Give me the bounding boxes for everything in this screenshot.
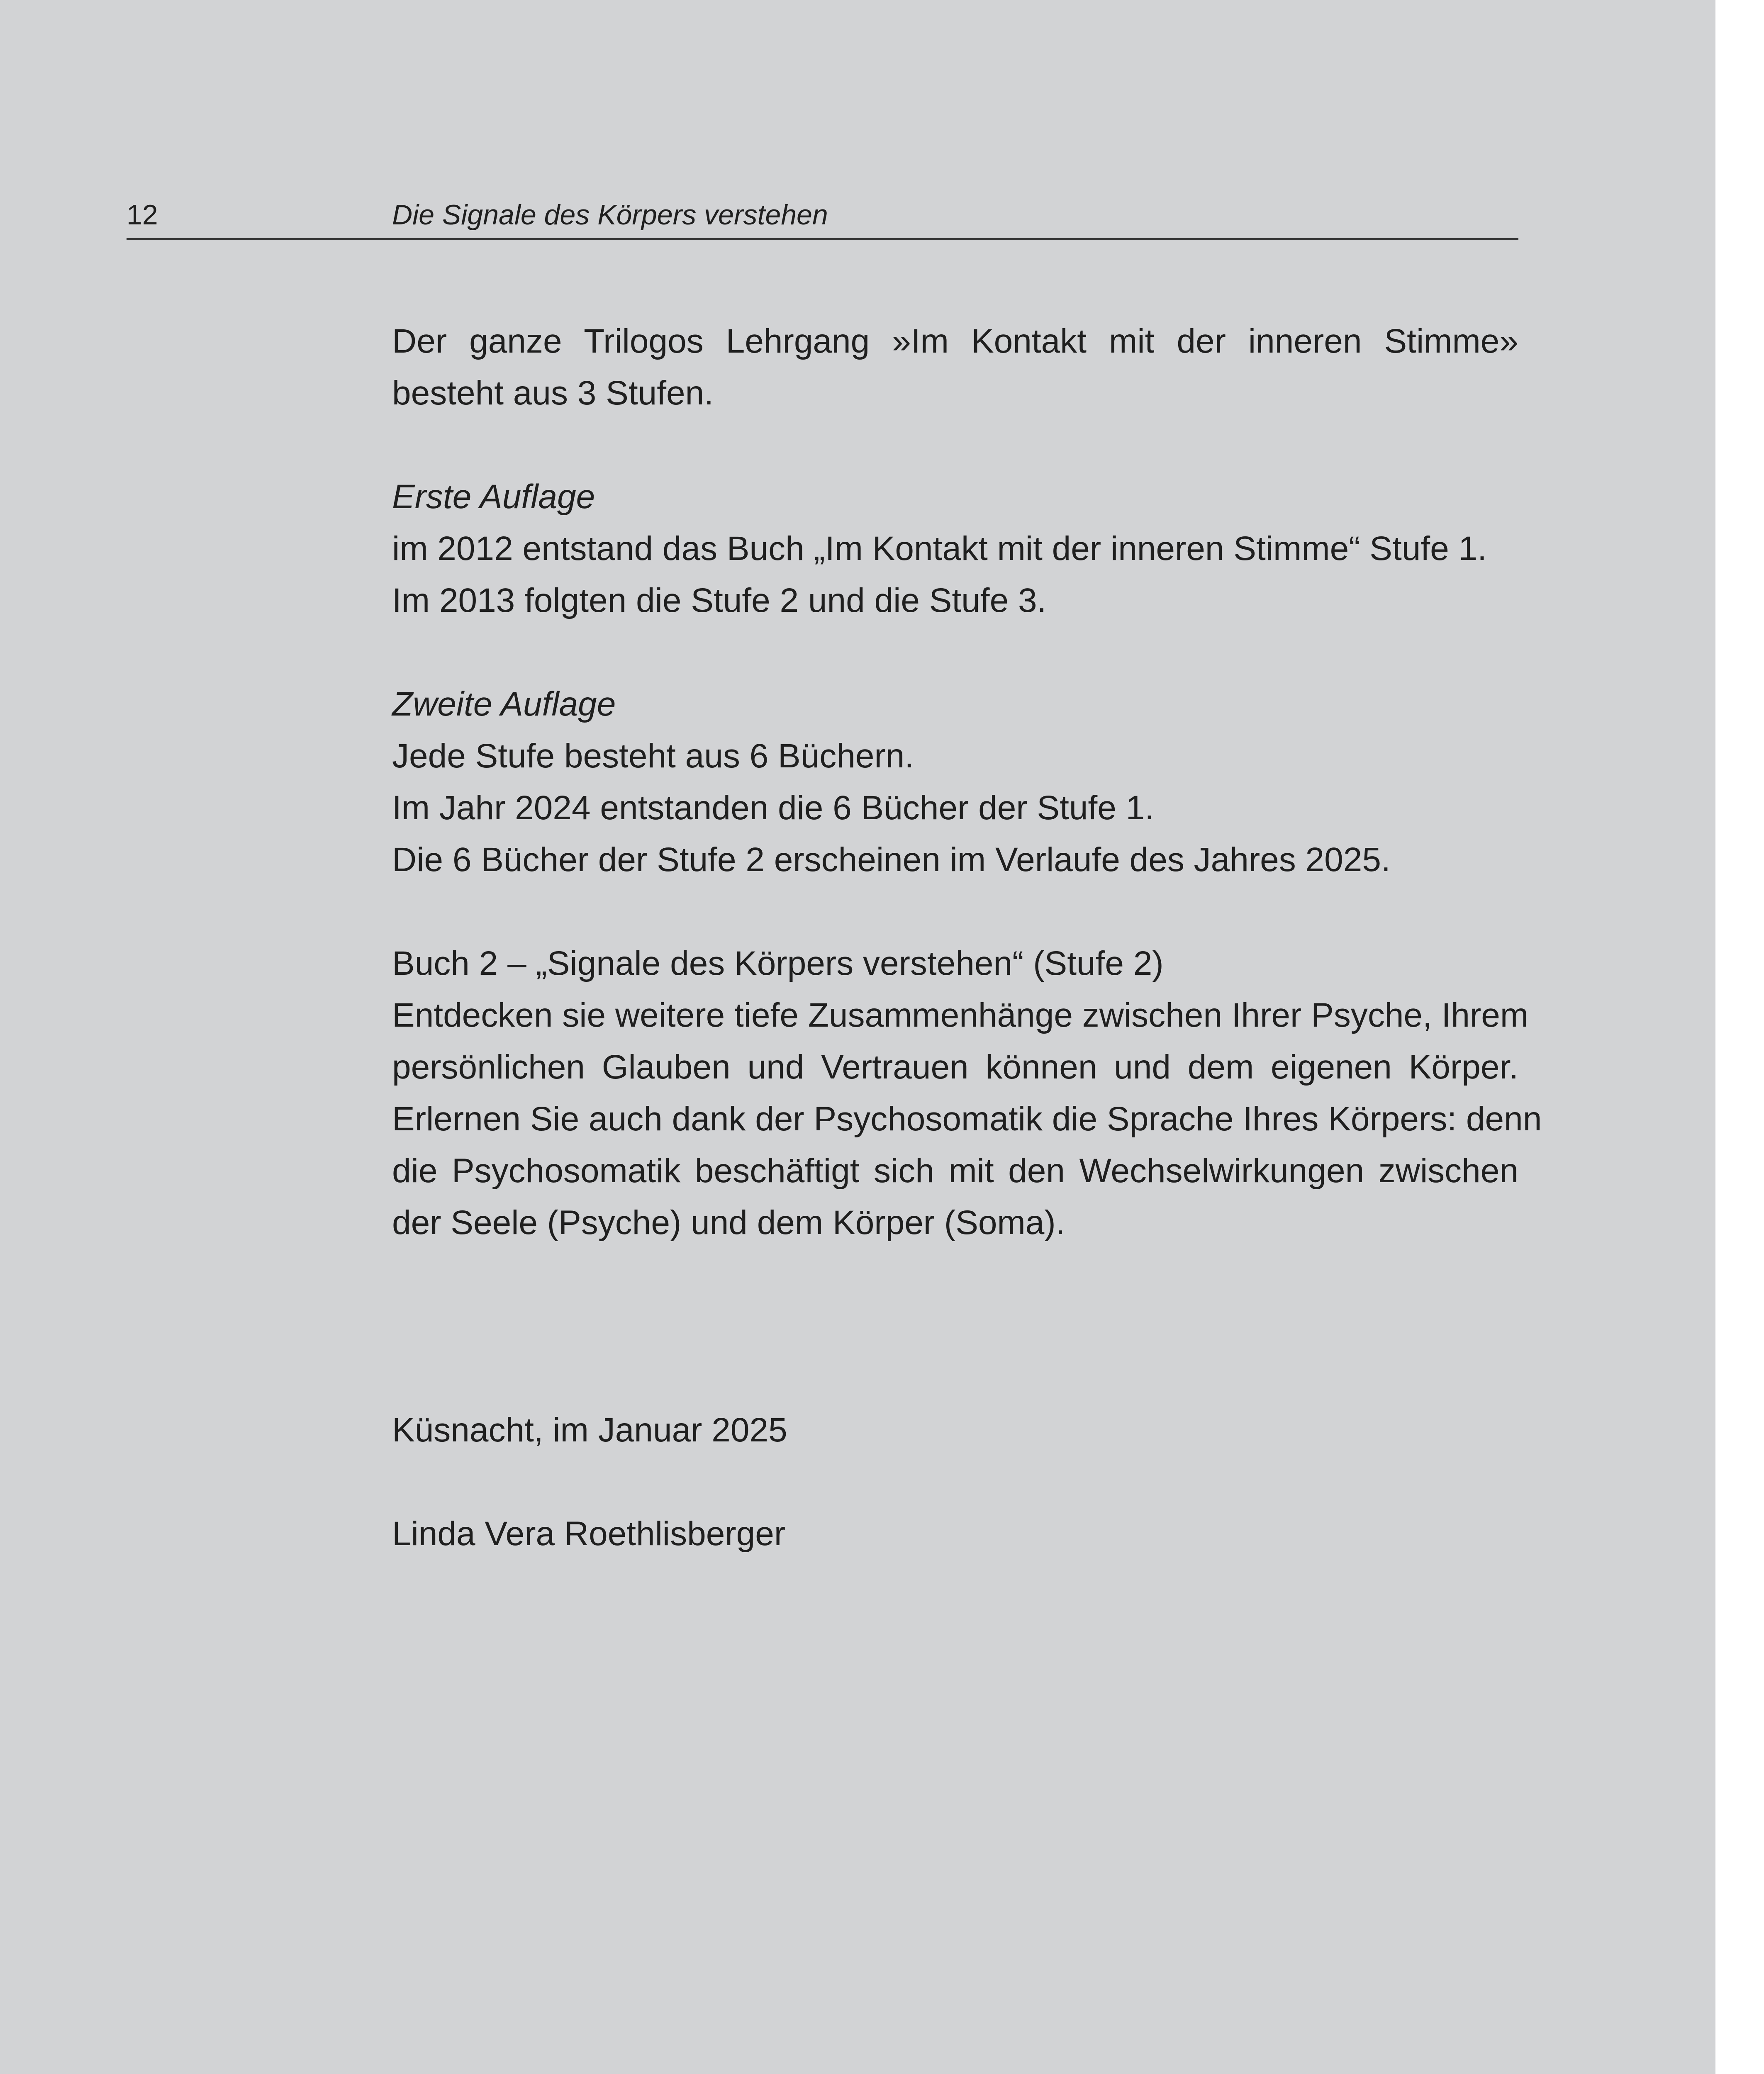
book2-line: persönlichen Glauben und Vertrauen können und dem eigenen Körper. (392, 1048, 1518, 1086)
first-edition-paragraph (392, 471, 1518, 626)
running-title: Die Signale des Körpers verstehen (392, 199, 828, 231)
place-date: Küsnacht, im Januar 2025 (392, 1411, 787, 1449)
first-edition-heading: Erste Auflage (392, 478, 595, 516)
intro-line: besteht aus 3 Stufen. (392, 374, 714, 412)
second-edition-line: Jede Stufe besteht aus 6 Büchern. (392, 737, 914, 775)
second-edition-line: Die 6 Bücher der Stufe 2 erscheinen im Verlaufe des Jahres 2025. (392, 841, 1391, 879)
book2-heading: Buch 2 – „Signale des Körpers verstehen“ (Stufe 2) (392, 944, 1164, 982)
second-edition-line: Im Jahr 2024 entstanden die 6 Bücher der Stufe 1. (392, 789, 1155, 827)
author-signature: Linda Vera Roethlisberger (392, 1515, 786, 1553)
book2-paragraph (392, 937, 1542, 1249)
first-edition-line: im 2012 entstand das Buch „Im Kontakt mit der inneren Stimme“ Stufe 1. (392, 530, 1487, 567)
body-text (392, 315, 1542, 1249)
page-number: 12 (127, 199, 158, 231)
running-header (127, 194, 1518, 240)
intro-line: Der ganze Trilogos Lehrgang »Im Kontakt mit der inneren Stimme» (392, 322, 1518, 360)
book2-line: die Psychosomatik beschäftigt sich mit den Wechselwirkungen zwischen (392, 1152, 1518, 1190)
book2-line: Erlernen Sie auch dank der Psychosomatik die Sprache Ihres Körpers: denn (392, 1100, 1542, 1138)
second-edition-paragraph (392, 678, 1518, 886)
book2-line: Entdecken sie weitere tiefe Zusammenhänge zwischen Ihrer Psyche, Ihrem (392, 996, 1529, 1034)
first-edition-line: Im 2013 folgten die Stufe 2 und die Stufe 3. (392, 582, 1047, 619)
second-edition-heading: Zweite Auflage (392, 685, 616, 723)
intro-paragraph (392, 315, 1518, 419)
closing-block (392, 1404, 787, 1560)
book2-line: der Seele (Psyche) und dem Körper (Soma). (392, 1204, 1065, 1241)
